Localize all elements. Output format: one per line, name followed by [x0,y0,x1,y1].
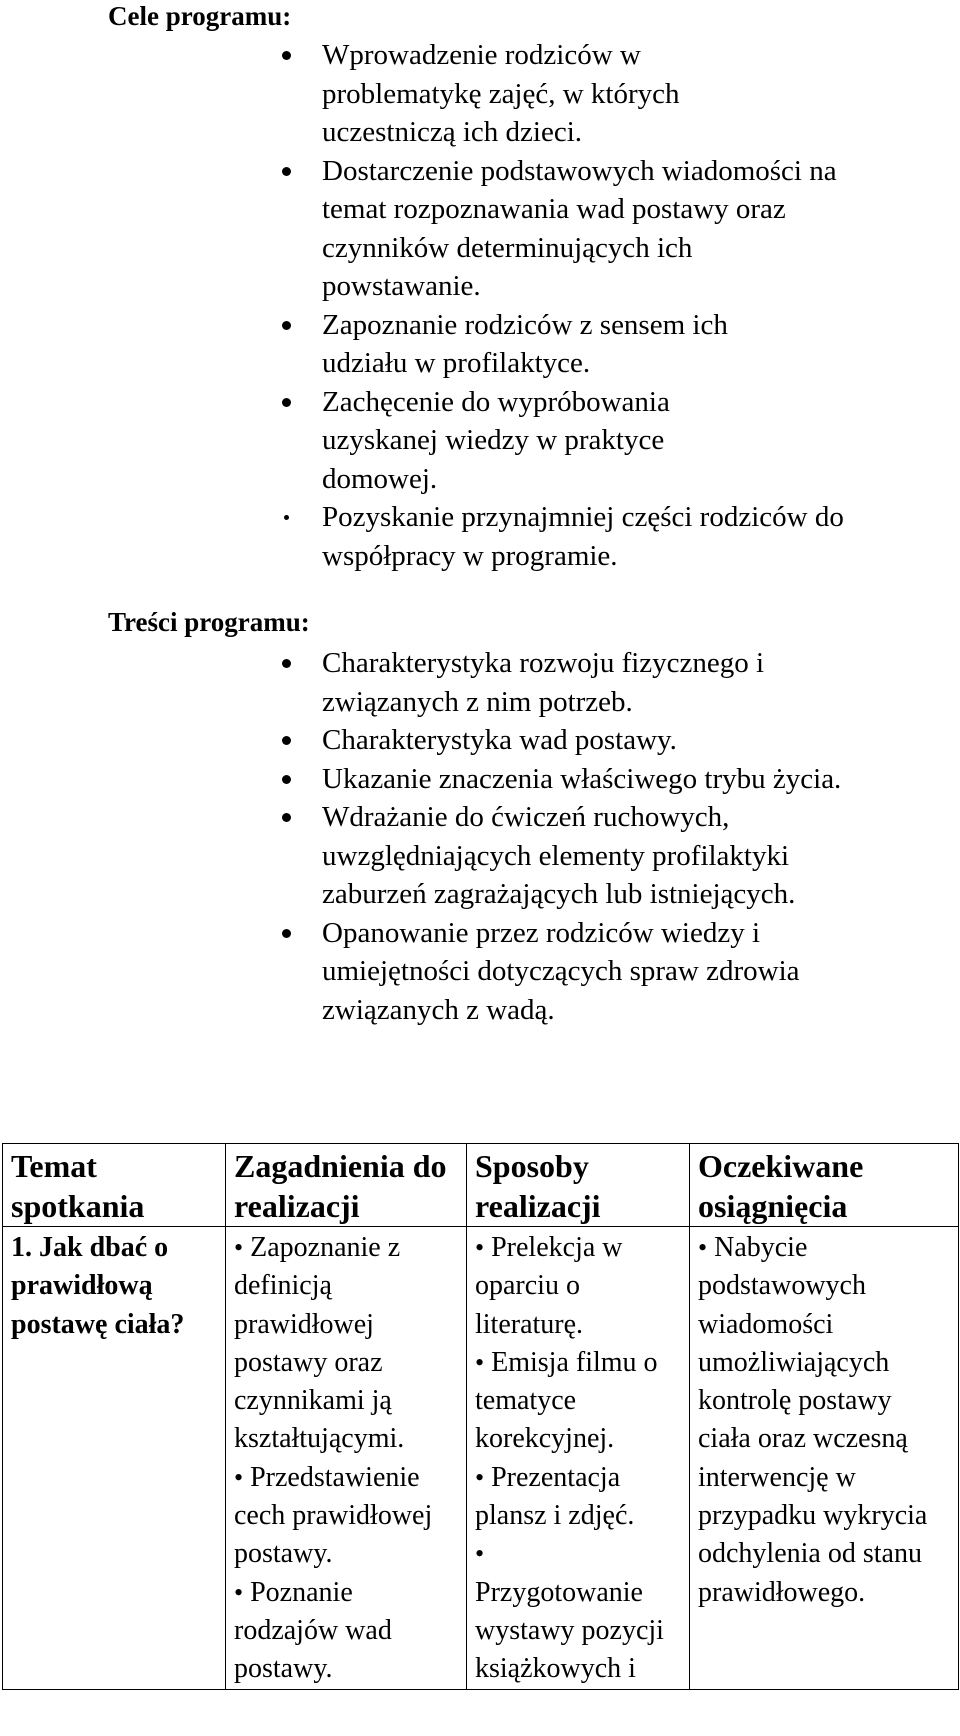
meeting-plan-table [2,1143,959,1690]
header-issues: Zagadnienia do realizacji [226,1144,467,1227]
table-header-row [3,1144,959,1227]
issue-item: • Zapoznanie z definicją prawidłowej postawy oraz czynnikami ją kształtującymi. [234,1232,405,1455]
list-item: Dostarczenie podstawowych wiadomości na temat rozpoznawania wad postawy oraz czynników determinujących ich powstawanie. [282,152,842,306]
method-item: • Prezentacja plansz i zdjęć. [475,1461,635,1532]
list-item: Zachęcenie do wypróbowania uzyskanej wiedzy w praktyce domowej. [282,383,762,499]
list-item: Wprowadzenie rodziców w problematykę zajęć, w których uczestniczą ich dzieci. [282,36,762,152]
cell-methods [467,1227,690,1690]
list-item: Charakterystyka rozwoju fizycznego i związanych z nim potrzeb. [282,644,882,721]
list-item: Opanowanie przez rodziców wiedzy i umiejętności dotyczących spraw zdrowia związanych z wadą. [282,914,882,1030]
issue-item: • Przedstawienie cech prawidłowej postawy. [234,1461,433,1570]
header-methods: Sposoby realizacji [467,1144,690,1227]
list-item: Wdrażanie do ćwiczeń ruchowych, uwzględniających elementy profilaktyki zaburzeń zagrażających lub istniejących. [282,798,882,914]
cell-issues [226,1227,467,1690]
method-item: • Prelekcja w oparciu o literaturę. [475,1232,623,1340]
list-item: Charakterystyka wad postawy. [282,721,882,760]
cell-outcomes [690,1227,959,1690]
contents-list [282,644,882,1029]
goals-list [282,36,882,575]
outcome-item: • Nabycie podstawowych wiadomości umożliwiających kontrolę postawy ciała oraz wczesną interwencję w przypadku wykrycia odchylenia od stanu prawidłowego. [698,1232,928,1608]
method-item: • Emisja filmu o tematyce korekcyjnej. [475,1346,658,1455]
list-item: Zapoznanie rodziców z sensem ich udziału w profilaktyce. [282,306,772,383]
contents-heading: Treści programu: [108,607,310,637]
header-topic: Temat spotkania [3,1144,226,1227]
list-item: Ukazanie znaczenia właściwego trybu życia. [282,760,882,799]
cell-topic: 1. Jak dbać o prawidłową postawę ciała? [3,1227,226,1690]
table-row [3,1227,959,1690]
list-item: Pozyskanie przynajmniej części rodziców do współpracy w programie. [282,498,882,575]
method-item: • Przygotowanie wystawy pozycji książkowych i [475,1539,664,1685]
goals-heading: Cele programu: [108,1,292,31]
header-outcomes: Oczekiwane osiągnięcia [690,1144,959,1227]
issue-item: • Poznanie rodzajów wad postawy. [234,1576,392,1685]
